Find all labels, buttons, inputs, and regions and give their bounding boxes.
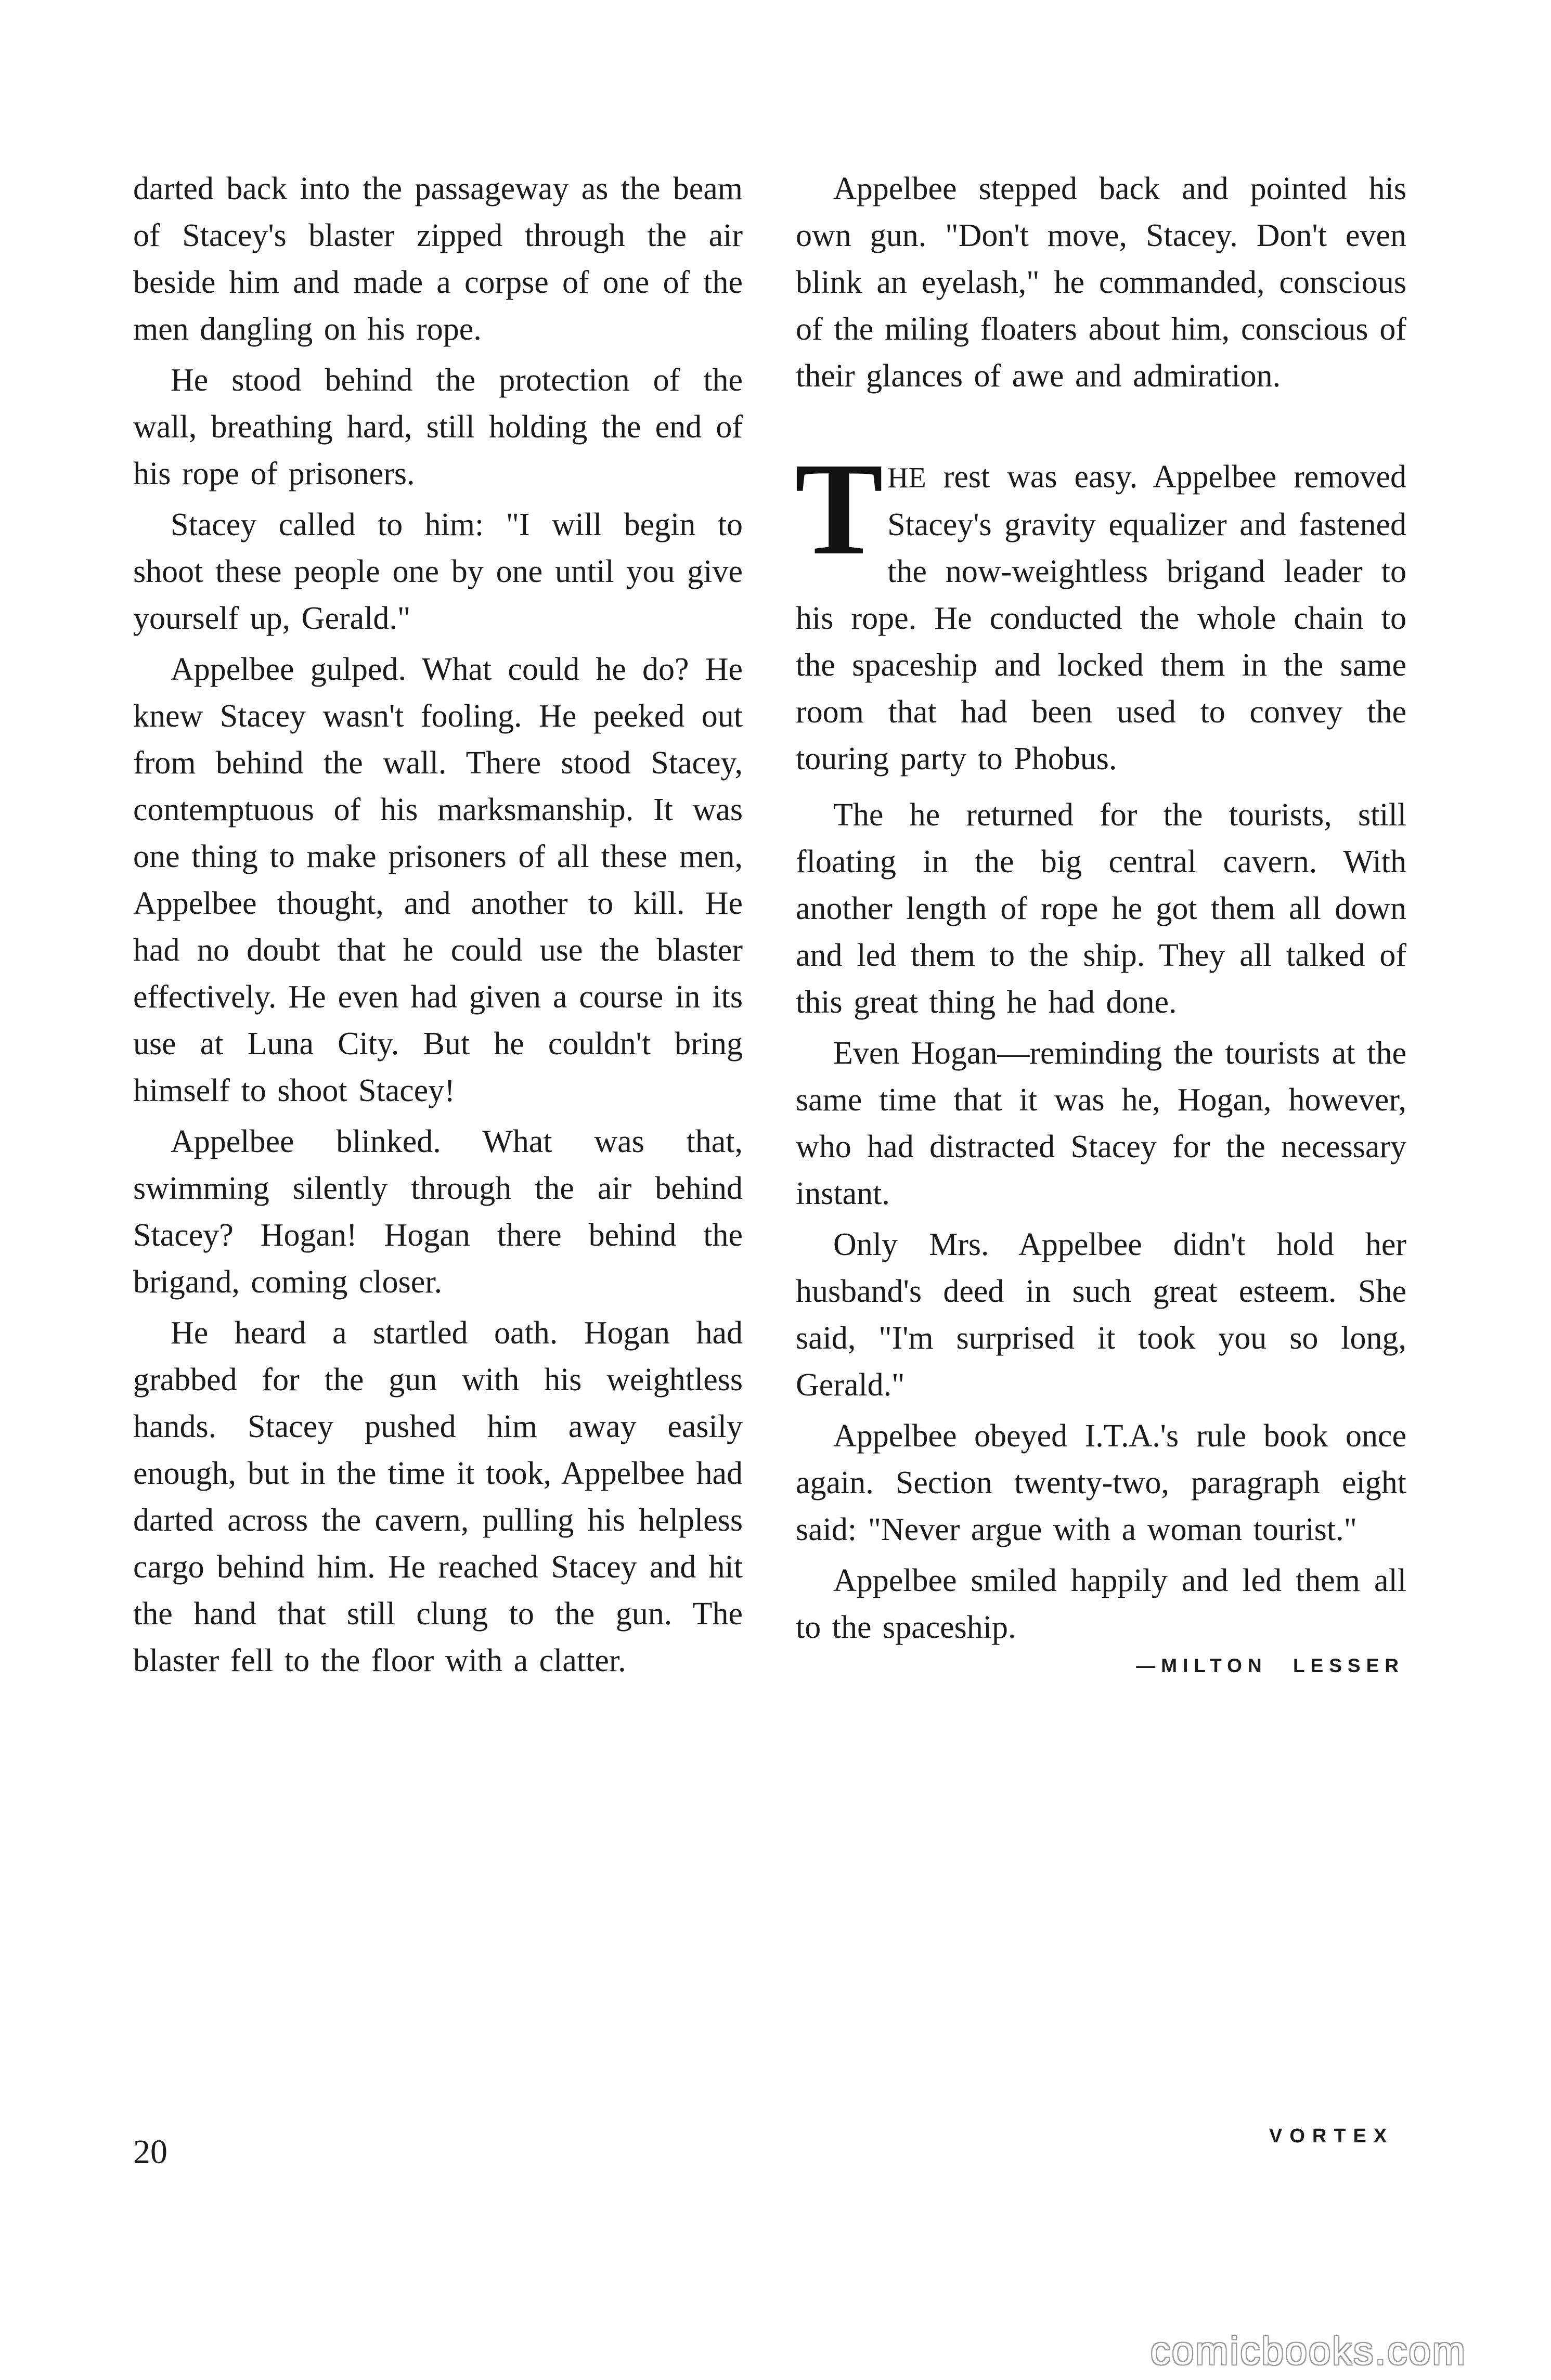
left-paragraph-2: He stood behind the protection of the wall, breathing hard, still holding the end of his rope of prisoners. [133,363,743,491]
left-paragraph-4: Appelbee gulped. What could he do? He knew Stacey wasn't fooling. He peeked out from behind the wall. There stood Stacey, contemptuous of his marksmanship. It was one thing to make prisoners of all these men, Appelbee thought, and another to kill. He had no doubt that he could use the blaster effectively. He even had given a course in its use at Luna City. But he couldn't bring himself to shoot Stacey! [133,652,743,1108]
magazine-name: VORTEX [1269,2125,1394,2147]
right-paragraph-6: Appelbee obeyed I.T.A.'s rule book once again. Section twenty-two, paragraph eight said: "Never argue with a woman tourist." [796,1418,1406,1547]
left-paragraph-1: darted back into the passageway as the beam of Stacey's blaster zipped through the air beside him and made a corpse of one of the men dangling on his rope. [133,171,743,347]
right-column [796,165,1406,1679]
left-paragraph-5: Appelbee blinked. What was that, swimming silently through the air behind Stacey? Hogan! Hogan there behind the brigand, coming closer. [133,1124,743,1300]
right-paragraph-7: Appelbee smiled happily and led them all to the spaceship. [796,1563,1406,1645]
page-number: 20 [133,2133,167,2171]
author-byline: —MILTON LESSER [1136,1655,1404,1676]
right-paragraph-3: The he returned for the tourists, still floating in the big central cavern. With another length of rope he got them all down and led them to the ship. They all talked of this great thing he had done. [796,797,1406,1020]
right-paragraph-5: Only Mrs. Appelbee didn't hold her husband's deed in such great esteem. She said, "I'm surprised it took you so long, Gerald." [796,1227,1406,1403]
watermark: comicbooks.com [1151,2329,1467,2373]
drop-cap-letter: T [795,436,884,583]
right-paragraph-4: Even Hogan—reminding the tourists at the same time that it was he, Hogan, however, who had distracted Stacey for the necessary instant. [796,1036,1406,1211]
right-paragraph-dropcap [795,436,1406,782]
drop-cap-paragraph-text: rest was easy. Appelbee removed Stacey's gravity equalizer and fastened the now-weightless brigand leader to his rope. He conducted the whole chain to the spaceship and locked them in the same room that had been used to convey the touring party to Phobus. [796,459,1406,777]
left-paragraph-6: He heard a startled oath. Hogan had grabbed for the gun with his weightless hands. Stacey pushed him away easily enough, but in the time it took, Appelbee had darted across the cavern, pulling his helpless cargo behind him. He reached Stacey and hit the hand that still clung to the gun. The blaster fell to the floor with a clatter. [133,1315,743,1678]
left-column [133,165,743,1688]
right-paragraph-1: Appelbee stepped back and pointed his own gun. "Don't move, Stacey. Don't even blink an eyelash," he commanded, conscious of the miling floaters about him, conscious of their glances of awe and admiration. [796,171,1406,394]
left-paragraph-3: Stacey called to him: "I will begin to shoot these people one by one until you give yourself up, Gerald." [133,507,743,636]
drop-cap-lead: HE [887,462,926,494]
